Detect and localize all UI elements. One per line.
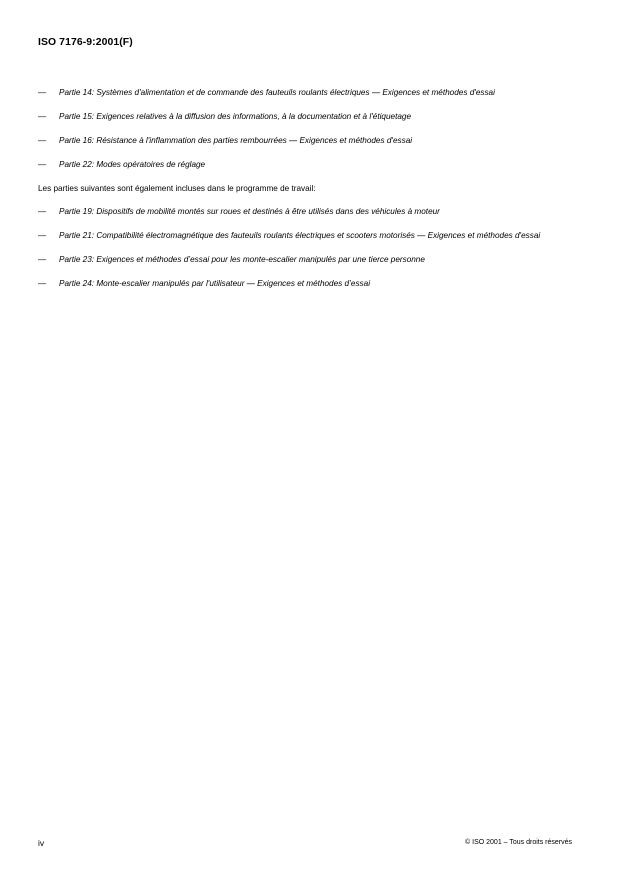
dash-bullet: — [38,255,47,264]
dash-bullet: — [38,231,47,240]
page-number: iv [38,838,45,848]
intro-paragraph: Les parties suivantes sont également incluses dans le programme de travail: [38,184,316,193]
list-item-text: Partie 15: Exigences relatives à la diffusion des informations, à la documentation et à l'étiquetage [59,112,412,121]
list-item-partie-23 [38,255,572,265]
list-item-partie-16 [38,136,572,146]
list-item-partie-14 [38,88,572,98]
document-body [38,88,572,303]
dash-bullet: — [38,279,47,288]
list-item-partie-19 [38,207,572,217]
dash-bullet: — [38,207,47,216]
dash-bullet: — [38,88,47,97]
document-header-id: ISO 7176-9:2001(F) [38,37,133,48]
dash-bullet: — [38,112,47,121]
list-item-text: Partie 14: Systèmes d'alimentation et de commande des fauteuils roulants électriques — Exigences et méthodes d'essai [59,88,495,97]
list-item-text: Partie 24: Monte-escalier manipulés par l'utilisateur — Exigences et méthodes d’essai [59,279,371,288]
list-item-partie-24 [38,279,572,289]
list-item-text: Partie 22: Modes opératoires de réglage [59,160,206,169]
dash-bullet: — [38,160,47,169]
list-item-text: Partie 21: Compatibilité électromagnétique des fauteuils roulants électriques et scooters motorisés — Exigences et méthodes d'essai [59,231,541,240]
copyright-notice: © ISO 2001 – Tous droits réservés [465,839,572,846]
list-item-partie-21 [38,231,572,241]
list-item-text: Partie 16: Résistance à l'inflammation des parties rembourrées — Exigences et méthodes d'essai [59,136,413,145]
list-item-text: Partie 23: Exigences et méthodes d’essai pour les monte-escalier manipulés par une tierce personne [59,255,425,264]
list-item-partie-22 [38,160,572,170]
dash-bullet: — [38,136,47,145]
list-item-text: Partie 19: Dispositifs de mobilité montés sur roues et destinés à être utilisés dans des véhicules à moteur [59,207,440,216]
list-item-partie-15 [38,112,572,122]
